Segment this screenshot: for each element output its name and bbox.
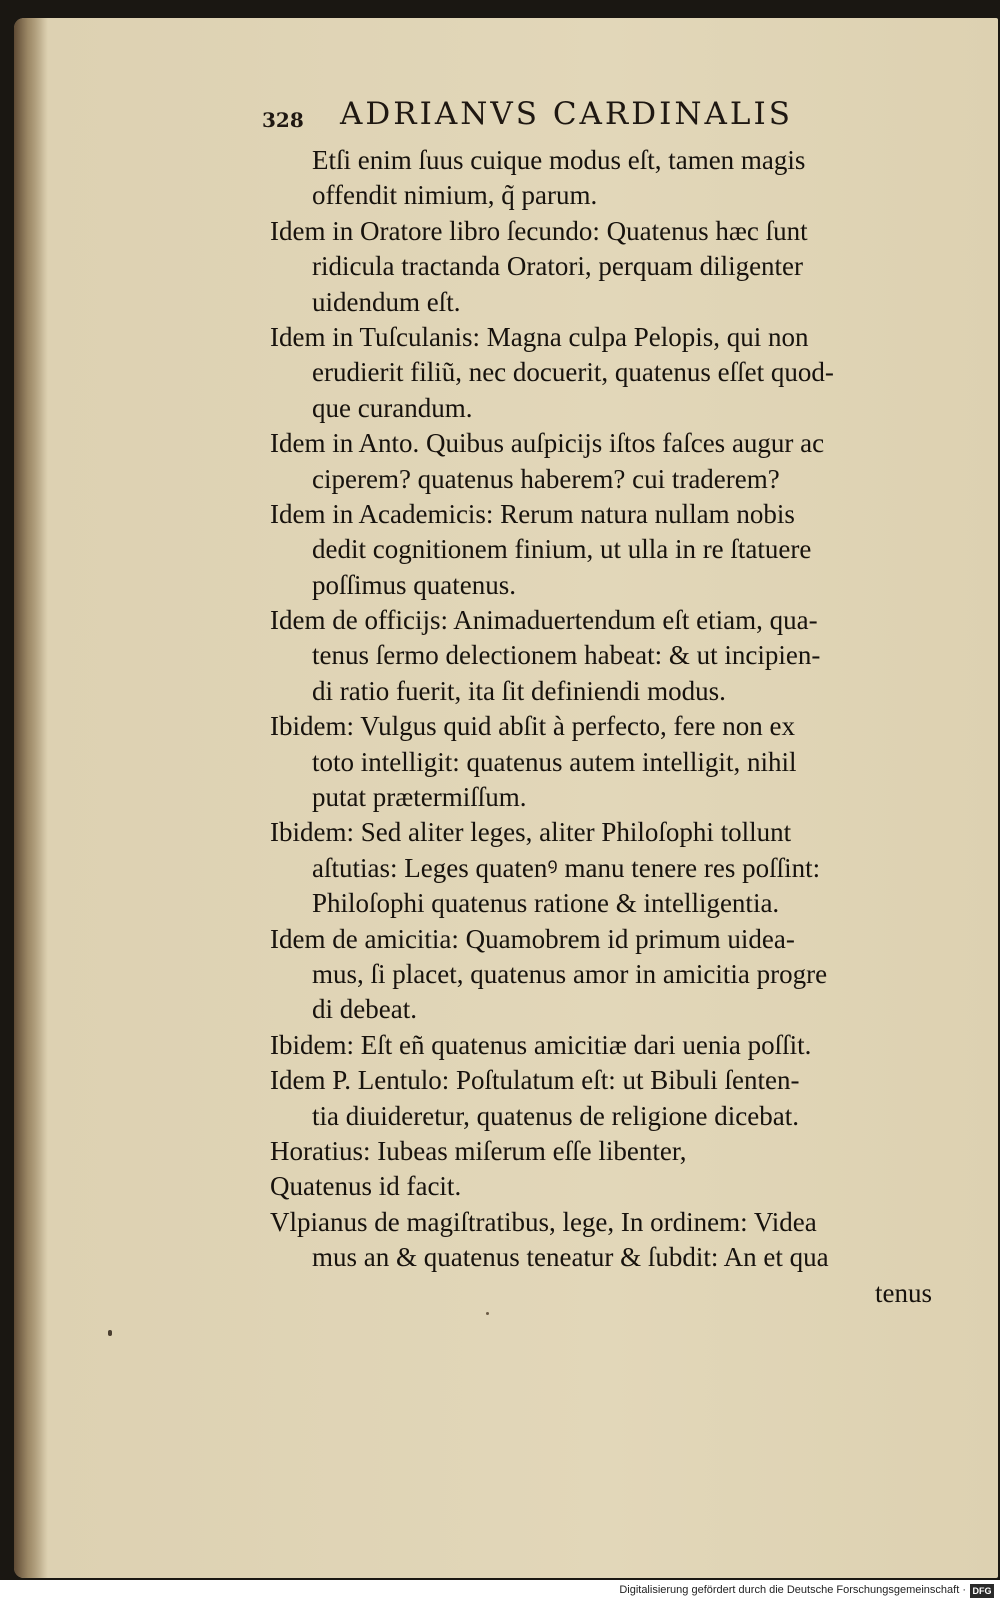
text-line: Quatenus id facit. [270,1171,462,1202]
text-line: Etſi enim ſuus cuique modus eſt, tamen magis [312,145,806,175]
text-line: ciperem? quatenus haberem? cui traderem? [312,463,780,494]
text-line: dedit cognitionem finium, ut ulla in re ſtatuere [312,534,812,565]
page-number: 328 [262,108,304,132]
running-head [262,96,882,136]
text-line: erudierit filiũ, nec docuerit, quatenus eſſet quod- [312,357,834,388]
text-line: Philoſophi quatenus ratione & intelligentia. [312,888,780,919]
paper-speck [486,1312,489,1315]
text-line: mus an & quatenus teneatur & ſubdit: An et qua [312,1242,829,1273]
text-line: offendit nimium, q̃ parum. [312,180,598,211]
text-line: Idem in Oratore libro ſecundo: Quatenus hæc ſunt [270,215,808,246]
funding-credit: Digitalisierung gefördert durch die Deutsche Forschungsgemeinschaft · [619,1584,966,1596]
dfg-logo-icon: DFG [970,1584,994,1598]
text-line: tenus ſermo delectionem habeat: & ut incipien- [312,640,821,671]
text-line: Idem in Anto. Quibus auſpicijs iſtos faſces augur ac [270,428,825,459]
text-line: poſſimus quatenus. [312,569,516,600]
text-line: Ibidem: Eſt eñ quatenus amicitiæ dari uenia poſſit. [270,1029,812,1060]
text-line: Idem in Academicis: Rerum natura nullam nobis [270,498,795,529]
text-line: Idem P. Lentulo: Poſtulatum eſt: ut Bibuli ſenten- [270,1065,800,1096]
text-line: uidendum eſt. [312,286,461,317]
text-line: tia diuideretur, quatenus de religione dicebat. [312,1100,799,1131]
text-line: Ibidem: Vulgus quid abſit à perfecto, fere non ex [270,711,795,742]
text-line: Idem in Tuſculanis: Magna culpa Pelopis, qui non [270,321,809,352]
digitization-footer [0,1580,1000,1603]
text-line: que curandum. [312,392,473,423]
text-line: putat prætermiſſum. [312,782,527,813]
text-line: Horatius: Iubeas miſerum eſſe libenter, [270,1135,687,1166]
text-line: Vlpianus de magiſtratibus, lege, In ordinem: Videa [270,1206,817,1237]
body-text [270,143,940,1311]
text-line: aſtutias: Leges quatenꝰ manu tenere res poſſint: [312,852,821,883]
text-line: di debeat. [312,994,417,1025]
text-line: di ratio fuerit, ita ſit definiendi modus. [312,675,726,706]
text-line: Idem de officijs: Animaduertendum eſt etiam, qua- [270,605,818,636]
paper-speck [108,1330,112,1336]
book-gutter [14,18,48,1578]
text-line: Ibidem: Sed aliter leges, aliter Philoſophi tollunt [270,817,792,848]
text-line: mus, ſi placet, quatenus amor in amicitia progre [312,958,828,989]
text-line: toto intelligit: quatenus autem intelligit, nihil [312,746,797,777]
text-line: Idem de amicitia: Quamobrem id primum uidea- [270,923,795,954]
text-line: ridicula tractanda Oratori, perquam diligenter [312,251,804,282]
running-title: ADRIANVS CARDINALIS [340,96,793,132]
catchword: tenus [875,1277,932,1308]
